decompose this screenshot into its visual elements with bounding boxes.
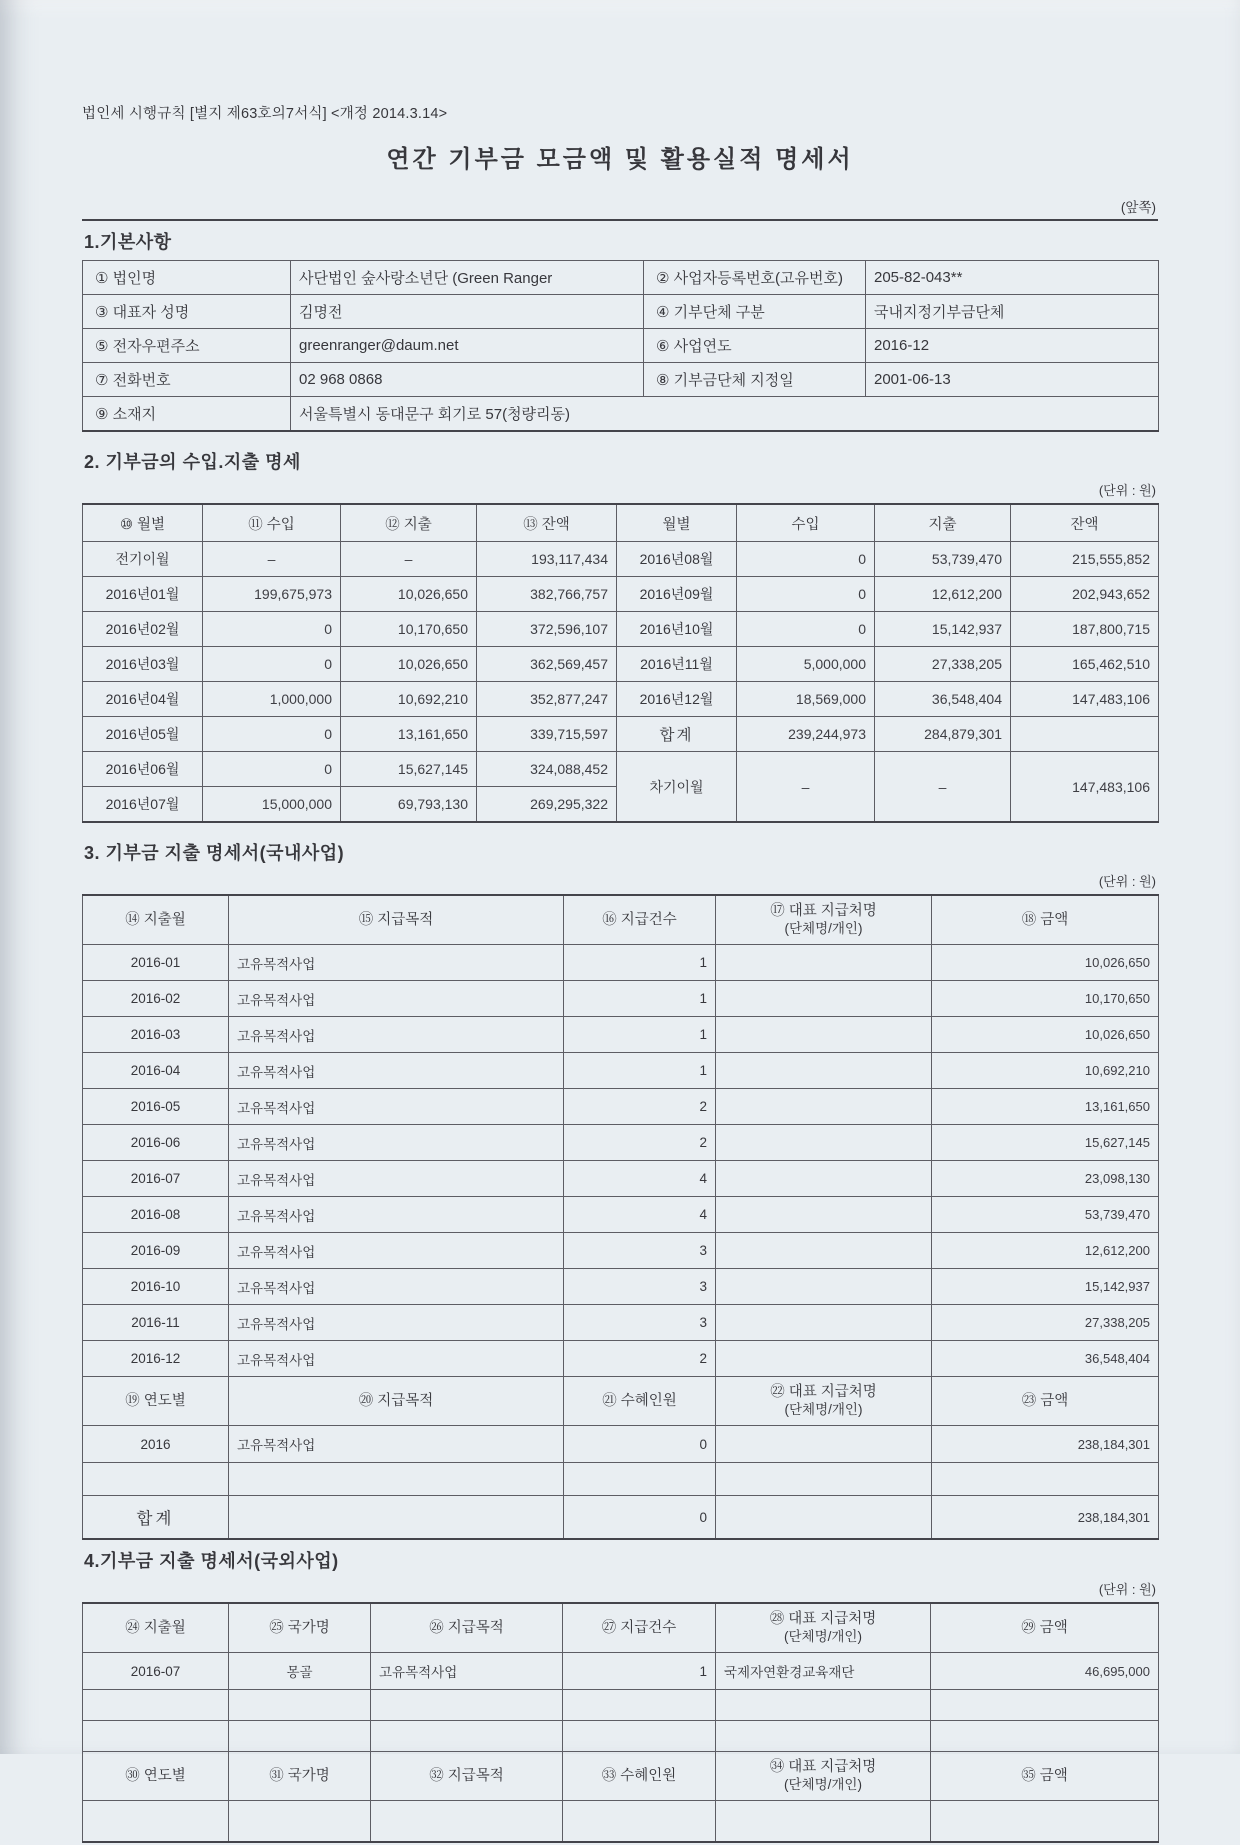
form-reference: 법인세 시행규칙 [별지 제63호의7서식] <개정 2014.3.14> [82, 106, 448, 122]
table-row [83, 1269, 1159, 1305]
col-header: 월별 [617, 504, 737, 542]
payee-cell [716, 1426, 932, 1463]
income-cell: – [737, 752, 875, 823]
country-cell [229, 1721, 371, 1752]
table-row [83, 1089, 1159, 1125]
table-header-row [83, 504, 1159, 542]
col-header: 잔액 [1011, 504, 1159, 542]
amount-cell: 10,026,650 [932, 1017, 1159, 1053]
amount-cell: 12,612,200 [932, 1233, 1159, 1269]
count-cell [563, 1721, 716, 1752]
overseas-expense-table [82, 1602, 1159, 1843]
count-cell: 4 [564, 1161, 716, 1197]
col-header: ㉝ 수혜인원 [563, 1752, 716, 1801]
col-header: ㉛ 국가명 [229, 1752, 371, 1801]
domestic-expense-table [82, 894, 1159, 1540]
total-label-cell: 합계 [83, 1496, 229, 1540]
table-row [83, 612, 1159, 647]
biz-reg-no-value: 205-82-043** [866, 261, 1159, 295]
col-header-payee [716, 1752, 931, 1801]
table-row [83, 1496, 1159, 1540]
month-cell: 2016-06 [83, 1125, 229, 1161]
table-header-row [83, 1752, 1159, 1801]
form-content [82, 102, 1158, 1845]
payee-cell [716, 1161, 932, 1197]
month-cell: 2016년02월 [83, 612, 203, 647]
table-row [83, 682, 1159, 717]
field-label: ⑧ 기부금단체 지정일 [644, 363, 866, 397]
amount-cell: 15,627,145 [932, 1125, 1159, 1161]
table-row [83, 647, 1159, 682]
table-row [83, 329, 1159, 363]
year-cell [83, 1463, 229, 1496]
amount-cell: 36,548,404 [932, 1341, 1159, 1377]
income-cell: 199,675,973 [203, 577, 341, 612]
balance-cell: 352,877,247 [477, 682, 617, 717]
country-cell [229, 1801, 371, 1843]
phone-value: 02 968 0868 [291, 363, 644, 397]
payee-cell [716, 1197, 932, 1233]
amount-cell: 10,026,650 [932, 945, 1159, 981]
page-title: 연간 기부금 모금액 및 활용실적 명세서 [386, 146, 854, 173]
table-row [83, 1653, 1159, 1690]
table-row [83, 397, 1159, 432]
month-cell: 2016-12 [83, 1341, 229, 1377]
col-header-line: (단체명/개인) [784, 921, 863, 936]
purpose-cell: 고유목적사업 [229, 1053, 564, 1089]
expense-cell: 15,627,145 [341, 752, 477, 787]
payee-cell [716, 1089, 932, 1125]
payee-cell [716, 1017, 932, 1053]
count-cell [563, 1801, 716, 1843]
count-cell [563, 1690, 716, 1721]
col-header-line: (단체명/개인) [784, 1629, 862, 1644]
purpose-cell: 고유목적사업 [229, 1426, 564, 1463]
count-cell: 2 [564, 1089, 716, 1125]
month-cell: 2016년06월 [83, 752, 203, 787]
country-cell: 몽골 [229, 1653, 371, 1690]
balance-cell: 324,088,452 [477, 752, 617, 787]
amount-cell: 46,695,000 [931, 1653, 1159, 1690]
payee-cell [716, 945, 932, 981]
balance-cell: 269,295,322 [477, 787, 617, 823]
expense-cell: 13,161,650 [341, 717, 477, 752]
count-cell: 1 [564, 1017, 716, 1053]
col-header-payee [716, 1603, 931, 1653]
purpose-cell: 고유목적사업 [229, 1125, 564, 1161]
amount-cell: 27,338,205 [932, 1305, 1159, 1341]
month-cell: 전기이월 [83, 542, 203, 577]
income-cell: 15,000,000 [203, 787, 341, 823]
count-cell: 0 [564, 1426, 716, 1463]
count-cell: 0 [564, 1496, 716, 1540]
payee-cell [716, 1269, 932, 1305]
col-header: ⑲ 연도별 [83, 1377, 229, 1426]
balance-cell: 147,483,106 [1011, 682, 1159, 717]
amount-cell: 238,184,301 [932, 1426, 1159, 1463]
count-cell: 2 [564, 1125, 716, 1161]
biz-year-value: 2016-12 [866, 329, 1159, 363]
field-label: ⑤ 전자우편주소 [83, 329, 291, 363]
count-cell: 1 [564, 1053, 716, 1089]
col-header: ㉜ 지급목적 [371, 1752, 563, 1801]
payee-cell [716, 1341, 932, 1377]
month-cell: 2016-11 [83, 1305, 229, 1341]
amount-cell [932, 1463, 1159, 1496]
email-value: greenranger@daum.net [291, 329, 644, 363]
table-row [83, 1125, 1159, 1161]
expense-cell: 69,793,130 [341, 787, 477, 823]
balance-cell: 372,596,107 [477, 612, 617, 647]
col-header-line: ⑰ 대표 지급처명 [770, 902, 877, 919]
col-header: ⑫ 지출 [341, 504, 477, 542]
table-row [83, 752, 1159, 787]
expense-cell: 10,170,650 [341, 612, 477, 647]
month-cell: 2016-09 [83, 1233, 229, 1269]
payee-cell: 국제자연환경교육재단 [716, 1653, 931, 1690]
purpose-cell: 고유목적사업 [371, 1653, 563, 1690]
purpose-cell: 고유목적사업 [229, 1341, 564, 1377]
col-header-payee [716, 1377, 932, 1426]
payee-cell [716, 1463, 932, 1496]
col-header: ㉕ 국가명 [229, 1603, 371, 1653]
month-cell: 2016년08월 [617, 542, 737, 577]
expense-cell: 10,692,210 [341, 682, 477, 717]
balance-cell [1011, 717, 1159, 752]
purpose-cell: 고유목적사업 [229, 1017, 564, 1053]
amount-cell: 13,161,650 [932, 1089, 1159, 1125]
section2-title: 2. 기부금의 수입.지출 명세 [84, 452, 301, 472]
col-header: ⑪ 수입 [203, 504, 341, 542]
month-cell: 2016년12월 [617, 682, 737, 717]
amount-cell: 53,739,470 [932, 1197, 1159, 1233]
purpose-cell [371, 1690, 563, 1721]
table-row [83, 1463, 1159, 1496]
section3-title: 3. 기부금 지출 명세서(국내사업) [84, 843, 345, 863]
income-cell: 0 [203, 717, 341, 752]
expense-cell: 12,612,200 [875, 577, 1011, 612]
corp-name-value: 사단법인 숲사랑소년단 (Green Ranger [291, 261, 644, 295]
count-cell: 3 [564, 1269, 716, 1305]
table-row [83, 261, 1159, 295]
designation-date-value: 2001-06-13 [866, 363, 1159, 397]
payee-cell [716, 981, 932, 1017]
expense-cell: 10,026,650 [341, 647, 477, 682]
purpose-cell: 고유목적사업 [229, 1269, 564, 1305]
unit-label: (단위 : 원) [1098, 1582, 1156, 1597]
purpose-cell [229, 1496, 564, 1540]
page-side-label: (앞쪽) [1120, 200, 1156, 215]
field-label: ③ 대표자 성명 [83, 295, 291, 329]
month-cell: 2016년09월 [617, 577, 737, 612]
col-header: ⑮ 지급목적 [229, 895, 564, 945]
income-cell: – [203, 542, 341, 577]
payee-cell [716, 1721, 931, 1752]
amount-cell [931, 1721, 1159, 1752]
month-cell: 2016년04월 [83, 682, 203, 717]
month-cell: 2016-07 [83, 1161, 229, 1197]
balance-cell: 202,943,652 [1011, 577, 1159, 612]
month-cell: 2016-04 [83, 1053, 229, 1089]
purpose-cell: 고유목적사업 [229, 1197, 564, 1233]
payee-cell [716, 1801, 931, 1843]
col-header: ⑱ 금액 [932, 895, 1159, 945]
table-row [83, 295, 1159, 329]
balance-cell: 215,555,852 [1011, 542, 1159, 577]
divider [82, 219, 1158, 221]
col-header-line: ㉒ 대표 지급처명 [770, 1383, 877, 1400]
month-cell: 2016-10 [83, 1269, 229, 1305]
amount-cell: 10,170,650 [932, 981, 1159, 1017]
income-cell: 0 [737, 542, 875, 577]
month-cell: 2016-07 [83, 1653, 229, 1690]
table-header-row [83, 1603, 1159, 1653]
col-header: ⑭ 지출월 [83, 895, 229, 945]
count-cell: 2 [564, 1341, 716, 1377]
income-cell: 18,569,000 [737, 682, 875, 717]
income-cell: 0 [203, 752, 341, 787]
unit-label: (단위 : 원) [1098, 483, 1156, 498]
year-cell [83, 1801, 229, 1843]
amount-cell: 23,098,130 [932, 1161, 1159, 1197]
table-row [83, 1721, 1159, 1752]
month-cell: 2016년11월 [617, 647, 737, 682]
table-row [83, 981, 1159, 1017]
col-header-line: ㉘ 대표 지급처명 [769, 1610, 877, 1627]
col-header: ㉖ 지급목적 [371, 1603, 563, 1653]
payee-cell [716, 1233, 932, 1269]
month-cell: 2016-02 [83, 981, 229, 1017]
col-header-line: (단체명/개인) [784, 1777, 862, 1792]
expense-cell: 27,338,205 [875, 647, 1011, 682]
month-cell: 2016-03 [83, 1017, 229, 1053]
col-header: 지출 [875, 504, 1011, 542]
month-cell [83, 1690, 229, 1721]
month-cell: 2016년03월 [83, 647, 203, 682]
unit-label: (단위 : 원) [1098, 874, 1156, 889]
count-cell [564, 1463, 716, 1496]
income-cell: 5,000,000 [737, 647, 875, 682]
table-header-row [83, 1377, 1159, 1426]
amount-cell: 15,142,937 [932, 1269, 1159, 1305]
field-label: ⑨ 소재지 [83, 397, 291, 432]
col-header-line: (단체명/개인) [784, 1402, 863, 1417]
country-cell [229, 1690, 371, 1721]
field-label: ⑥ 사업연도 [644, 329, 866, 363]
col-header: ㉟ 금액 [931, 1752, 1159, 1801]
purpose-cell: 고유목적사업 [229, 981, 564, 1017]
expense-cell: 15,142,937 [875, 612, 1011, 647]
field-label: ① 법인명 [83, 261, 291, 295]
col-header: ㉓ 금액 [932, 1377, 1159, 1426]
purpose-cell: 고유목적사업 [229, 1233, 564, 1269]
total-label-cell: 합계 [617, 717, 737, 752]
table-row [83, 717, 1159, 752]
col-header: ㉙ 금액 [931, 1603, 1159, 1653]
table-row [83, 1017, 1159, 1053]
expense-cell: 53,739,470 [875, 542, 1011, 577]
table-row [83, 1426, 1159, 1463]
month-cell: 2016-08 [83, 1197, 229, 1233]
purpose-cell: 고유목적사업 [229, 945, 564, 981]
org-type-value: 국내지정기부금단체 [866, 295, 1159, 329]
col-header: ⑬ 잔액 [477, 504, 617, 542]
month-cell: 2016년10월 [617, 612, 737, 647]
balance-cell: 147,483,106 [1011, 752, 1159, 823]
expense-cell: – [875, 752, 1011, 823]
purpose-cell: 고유목적사업 [229, 1161, 564, 1197]
address-value: 서울특별시 동대문구 회기로 57(청량리동) [291, 397, 1159, 432]
month-cell: 2016년07월 [83, 787, 203, 823]
month-cell: 2016년05월 [83, 717, 203, 752]
field-label: ② 사업자등록번호(고유번호) [644, 261, 866, 295]
table-row [83, 1690, 1159, 1721]
expense-cell: 10,026,650 [341, 577, 477, 612]
balance-cell: 362,569,457 [477, 647, 617, 682]
payee-cell [716, 1496, 932, 1540]
month-cell: 2016-05 [83, 1089, 229, 1125]
carryover-label-cell: 차기이월 [617, 752, 737, 823]
table-row [83, 1801, 1159, 1843]
amount-cell [931, 1801, 1159, 1843]
income-expense-table [82, 503, 1159, 823]
col-header: ㉔ 지출월 [83, 1603, 229, 1653]
income-cell: 239,244,973 [737, 717, 875, 752]
count-cell: 3 [564, 1305, 716, 1341]
col-header: ⑯ 지급건수 [564, 895, 716, 945]
amount-cell: 238,184,301 [932, 1496, 1159, 1540]
payee-cell [716, 1125, 932, 1161]
expense-cell: 36,548,404 [875, 682, 1011, 717]
table-row [83, 1053, 1159, 1089]
col-header: ㉗ 지급건수 [563, 1603, 716, 1653]
col-header: ⑳ 지급목적 [229, 1377, 564, 1426]
table-row [83, 1197, 1159, 1233]
table-row [83, 577, 1159, 612]
month-cell [83, 1721, 229, 1752]
income-cell: 1,000,000 [203, 682, 341, 717]
table-row [83, 1341, 1159, 1377]
payee-cell [716, 1305, 932, 1341]
balance-cell: 339,715,597 [477, 717, 617, 752]
field-label: ④ 기부단체 구분 [644, 295, 866, 329]
table-row [83, 1233, 1159, 1269]
basic-info-table [82, 260, 1159, 432]
section4-title: 4.기부금 지출 명세서(국외사업) [84, 1551, 339, 1571]
table-row [83, 363, 1159, 397]
income-cell: 0 [737, 577, 875, 612]
representative-value: 김명전 [291, 295, 644, 329]
section1-title: 1.기본사항 [84, 232, 172, 252]
expense-cell: – [341, 542, 477, 577]
table-row [83, 1305, 1159, 1341]
balance-cell: 165,462,510 [1011, 647, 1159, 682]
col-header: ⑩ 월별 [83, 504, 203, 542]
count-cell: 4 [564, 1197, 716, 1233]
month-cell: 2016-01 [83, 945, 229, 981]
count-cell: 1 [564, 945, 716, 981]
income-cell: 0 [737, 612, 875, 647]
col-header: 수입 [737, 504, 875, 542]
purpose-cell [371, 1721, 563, 1752]
count-cell: 1 [563, 1653, 716, 1690]
table-row [83, 945, 1159, 981]
col-header-payee [716, 895, 932, 945]
purpose-cell [371, 1801, 563, 1843]
count-cell: 1 [564, 981, 716, 1017]
income-cell: 0 [203, 612, 341, 647]
col-header-line: ㉞ 대표 지급처명 [769, 1758, 877, 1775]
table-row [83, 542, 1159, 577]
purpose-cell: 고유목적사업 [229, 1089, 564, 1125]
field-label: ⑦ 전화번호 [83, 363, 291, 397]
year-cell: 2016 [83, 1426, 229, 1463]
amount-cell: 10,692,210 [932, 1053, 1159, 1089]
month-cell: 2016년01월 [83, 577, 203, 612]
balance-cell: 187,800,715 [1011, 612, 1159, 647]
table-row [83, 1161, 1159, 1197]
purpose-cell: 고유목적사업 [229, 1305, 564, 1341]
payee-cell [716, 1690, 931, 1721]
income-cell: 0 [203, 647, 341, 682]
amount-cell [931, 1690, 1159, 1721]
count-cell: 3 [564, 1233, 716, 1269]
expense-cell: 284,879,301 [875, 717, 1011, 752]
purpose-cell [229, 1463, 564, 1496]
col-header: ㉚ 연도별 [83, 1752, 229, 1801]
col-header: ㉑ 수혜인원 [564, 1377, 716, 1426]
payee-cell [716, 1053, 932, 1089]
balance-cell: 382,766,757 [477, 577, 617, 612]
balance-cell: 193,117,434 [477, 542, 617, 577]
table-header-row [83, 895, 1159, 945]
